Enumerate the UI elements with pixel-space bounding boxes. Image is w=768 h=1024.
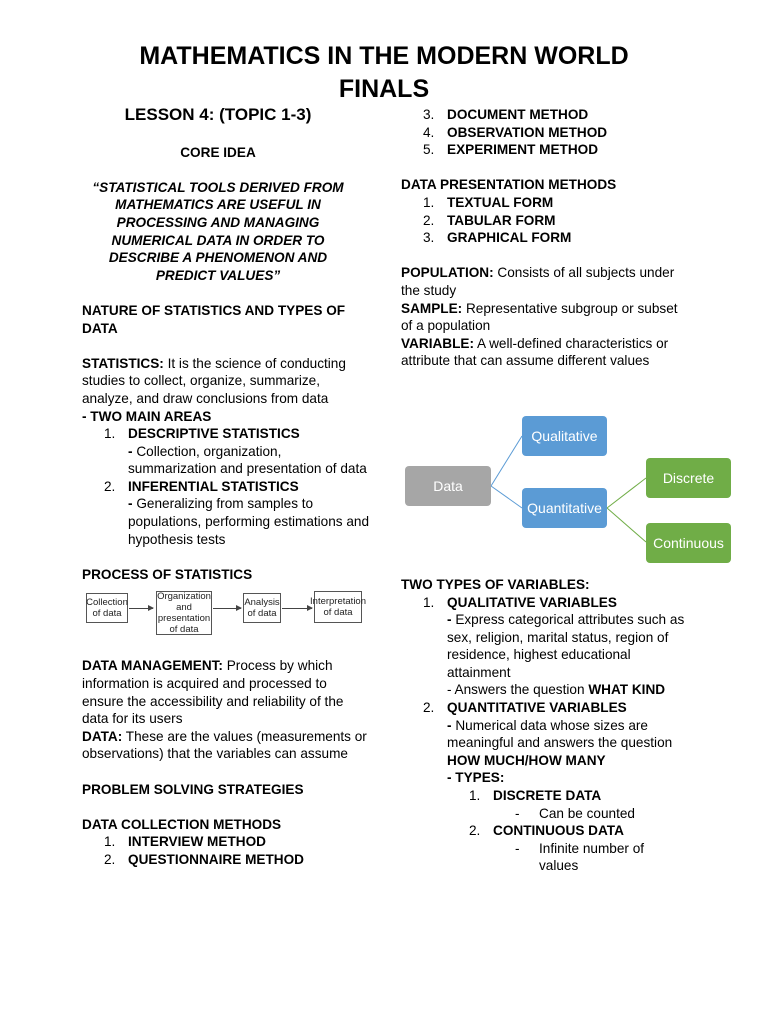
- title-line-1: MATHEMATICS IN THE MODERN WORLD: [139, 42, 629, 70]
- area-title: INFERENTIAL STATISTICS: [128, 478, 299, 494]
- list-item: 3. DOCUMENT METHOD: [423, 107, 589, 122]
- continuous-desc: - Infinite number of values: [515, 840, 645, 874]
- area-title: DESCRIPTIVE STATISTICS: [128, 426, 300, 442]
- core-idea-quote: “STATISTICAL TOOLS DERIVED FROM MATHEMATICS ARE USEFUL IN PROCESSING AND MANAGING NUMERICAL DATA IN ORDER TO DESCRIBE A PHENOMENON AND PREDICT VALUES”: [92, 179, 344, 283]
- problem-solving-heading: PROBLEM SOLVING STRATEGIES: [82, 781, 304, 797]
- list-item: 1. DISCRETE DATA: [469, 788, 602, 804]
- process-diagram: [82, 589, 372, 641]
- variable-definition: VARIABLE: A well-defined characteristics or attribute that can assume different values: [401, 335, 669, 369]
- statistics-definition: [82, 355, 372, 408]
- document-title: [0, 40, 768, 106]
- list-item: 2. TABULAR FORM: [423, 212, 556, 228]
- list-item: 2. QUESTIONNAIRE METHOD: [104, 851, 304, 867]
- sample-definition: SAMPLE: Representative subgroup or subset of a population: [401, 300, 678, 334]
- arrow-icon: [213, 608, 241, 609]
- list-item: 1. QUALITATIVE VARIABLES - Express categorical attributes such as sex, religion, marital status, region of residence, highest educational attainment - Answers the question WHAT KIND: [401, 594, 691, 700]
- collection-heading: DATA COLLECTION METHODS: [82, 816, 282, 832]
- discrete-desc: - Can be counted: [515, 805, 635, 821]
- core-idea-heading: CORE IDEA: [180, 144, 256, 160]
- list-number: 1.: [104, 426, 116, 442]
- types-label: - TYPES:: [447, 770, 505, 786]
- presentation-heading: DATA PRESENTATION METHODS: [401, 177, 617, 193]
- quantitative-desc: - Numerical data whose sizes are meaningful and answers the question HOW MUCH/HOW MANY: [447, 717, 673, 768]
- process-step-collection: Collection of data: [86, 593, 128, 623]
- list-item: [82, 425, 372, 478]
- process-step-interpretation: Interpretation of data: [314, 591, 362, 623]
- collection-methods-list-cont: [401, 106, 691, 159]
- types-heading: TWO TYPES OF VARIABLES:: [401, 576, 590, 592]
- list-item: 4. OBSERVATION METHOD: [423, 124, 608, 140]
- tree-node-data: Data: [405, 466, 491, 506]
- list-item: 1. INTERVIEW METHOD: [104, 834, 266, 850]
- left-column: [82, 106, 372, 869]
- process-step-analysis: Analysis of data: [243, 593, 281, 623]
- tree-node-discrete: Discrete: [646, 458, 731, 498]
- collection-methods-list: [82, 833, 372, 868]
- area-desc: - Generalizing from samples to populations, performing estimations and hypothesis tests: [128, 496, 370, 547]
- list-item: 3. GRAPHICAL FORM: [423, 230, 572, 246]
- statistics-def: It is the science of conducting studies to collect, organize, summarize, analyze, and draw conclusions from data: [82, 355, 346, 406]
- statistics-term: STATISTICS:: [82, 355, 164, 371]
- list-number: 2.: [104, 478, 116, 494]
- data-definition: DATA: These are the values (measurements or observations) that the variables can assume: [82, 728, 367, 762]
- process-heading: PROCESS OF STATISTICS: [82, 566, 253, 582]
- arrow-icon: [129, 608, 153, 609]
- list-item: 2. CONTINUOUS DATA: [469, 823, 624, 839]
- list-item: 5. EXPERIMENT METHOD: [423, 142, 599, 158]
- list-item: 1. TEXTUAL FORM: [423, 194, 554, 210]
- process-step-organization: Organization and presentation of data: [157, 591, 211, 636]
- quantitative-title: QUANTITATIVE VARIABLES: [447, 700, 627, 716]
- data-types-list: [401, 787, 691, 805]
- population-definition: POPULATION: Consists of all subjects under the study: [401, 265, 675, 298]
- lesson-heading: LESSON 4: (TOPIC 1-3): [124, 105, 312, 124]
- arrow-icon: [282, 608, 312, 609]
- presentation-methods-list: [401, 194, 691, 247]
- main-areas-list: [82, 425, 372, 548]
- area-desc: - Collection, organization, summarization and presentation of data: [128, 443, 367, 477]
- list-item: [82, 478, 372, 548]
- tree-node-qualitative: Qualitative: [522, 416, 607, 456]
- two-main-areas: - TWO MAIN AREAS: [82, 408, 212, 424]
- data-management-definition: DATA MANAGEMENT: Process by which information is acquired and processed to ensure the accessibility and reliability of the data for its users: [82, 658, 344, 727]
- tree-node-continuous: Continuous: [646, 523, 731, 563]
- qualitative-title: QUALITATIVE VARIABLES: [447, 594, 617, 610]
- qualitative-answers: - Answers the question WHAT KIND: [447, 682, 666, 698]
- variable-types-list: [401, 594, 691, 788]
- title-line-2: FINALS: [338, 75, 430, 103]
- data-types-list-2: [401, 822, 691, 840]
- tree-node-quantitative: Quantitative: [522, 488, 607, 528]
- qualitative-desc: - Express categorical attributes such as sex, religion, marital status, region of residence, highest educational attainment: [447, 612, 685, 680]
- nature-heading: NATURE OF STATISTICS AND TYPES OF DATA: [82, 302, 346, 336]
- data-tree-diagram: [401, 412, 741, 572]
- list-item: 2. QUANTITATIVE VARIABLES - Numerical data whose sizes are meaningful and answers the question HOW MUCH/HOW MANY - TYPES:: [401, 699, 691, 787]
